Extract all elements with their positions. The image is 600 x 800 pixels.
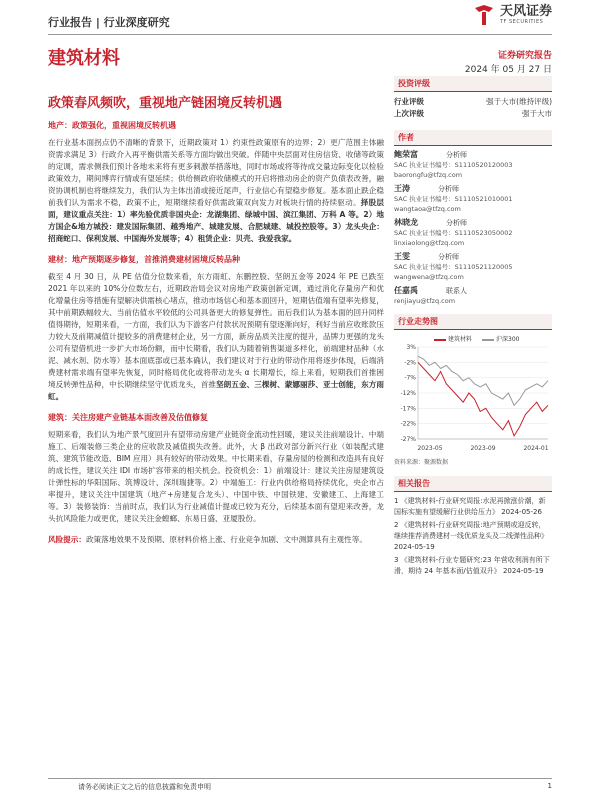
sidebar [394, 76, 552, 579]
author-entry [394, 286, 552, 306]
logo-chinese-name: 天风证券 [499, 4, 552, 19]
header-divider [48, 34, 552, 35]
company-logo [473, 4, 552, 26]
y-tick-label: -22% [400, 420, 416, 428]
author-entry [394, 184, 552, 214]
section-heading: 建材：地产预期逐步修复，首推消费建材困境反转品种 [48, 255, 240, 264]
legend-item [482, 334, 519, 343]
author-email[interactable]: wangwena@tfzq.com [394, 273, 464, 281]
y-tick-label: -7% [404, 374, 416, 382]
previous-rating-value: 强于大市 [522, 109, 552, 118]
report-date: 2024 年 05 月 27 日 [464, 65, 552, 75]
footer-disclaimer: 请务必阅读正文之后的信息披露和免责申明 [78, 783, 211, 791]
rating-value: 强于大市(维持评级) [486, 97, 552, 106]
author-name-row [394, 218, 552, 228]
y-tick-label: -2% [404, 359, 416, 367]
author-name-row [394, 150, 552, 160]
legend-item [434, 334, 472, 343]
section-bold-text: 坚朗五金、三棵树、蒙娜丽莎、亚士创能，东方雨虹。 [48, 380, 385, 401]
section-text: 在行业基本面拐点仍不清晰的背景下，近期政策对 1）约束性政策原有的边界；2）更广范围主体融资需求满足 3）行政介入再平衡供需关系等方面均做出突破。伴随中央层面对住房信贷、收储等政策的定调，需求侧我们预计各地未来将有更多刺激举措落地，同时市场或将等待成交量边际变化以检验政策效力，期间博弈行情或有望延续；供给侧政府收储模式的开启将推动房企的资产负债表改善，融资协调机制也将继续发力，我们认为主体出清或接近尾声，行业信心有望稳步修复。基本面止跌企稳前我们认为需求不稳，政策不止，短期继续看好供需政策双向发力对板块行情的持续驱动。 [48, 138, 384, 207]
rating-heading: 投资评级 [394, 76, 552, 92]
author-email[interactable]: wangtaoa@tfzq.com [394, 205, 461, 213]
author-role: 分析师 [438, 185, 459, 193]
related-report-item[interactable]: 3 《建筑材料-行业专题研究:23 年营收利润有所下滑，期待 24 年基本面/估值双升》 2024-05-19 [394, 556, 550, 575]
previous-rating-label: 上次评级 [394, 109, 424, 118]
author-name-row [394, 184, 552, 194]
author-role: 分析师 [446, 219, 467, 227]
risk-text: 政策落地效果不及预期、原材料价格上涨、行业竞争加剧、文中测算具有主观性等。 [85, 535, 367, 544]
rating-label: 行业评级 [394, 97, 424, 106]
authors-list [394, 150, 552, 306]
chart-heading: 行业走势图 [394, 314, 552, 330]
author-name: 鲍荣富 [394, 150, 418, 159]
industry-trend-chart [394, 314, 552, 466]
section-heading: 建筑：关注房建产业链基本面改善及估值修复 [48, 413, 208, 422]
industry-name: 建筑材料 [48, 48, 120, 69]
section-paragraph [48, 137, 384, 245]
logo-icon [473, 4, 495, 26]
series-line-1 [418, 362, 548, 436]
legend-label: 建筑材料 [448, 336, 473, 343]
x-tick-label: 2024-01 [523, 445, 549, 452]
chart-source: 资料来源：聚源数据 [394, 459, 449, 466]
author-name: 任嘉禹 [394, 286, 418, 295]
risk-paragraph [48, 534, 384, 546]
author-email[interactable]: renjiayu@tfzq.com [394, 297, 456, 305]
author-name: 王雯 [394, 252, 410, 261]
section-bold-text: 择股层面，建议重点关注：1）率先验优质非国央企：龙湖集团、绿城中国、滨江集团、万科 A 等。2）地方国企&地方城投：建发国际集团、越秀地产、城建发展、合肥城建、城投控股等。3）龙头央企：招商蛇口、保利发展、中国海外发展等；4）租赁企业：贝壳、我爱我家。 [48, 198, 384, 243]
risk-label: 风险提示： [48, 535, 86, 544]
section-paragraph [48, 429, 384, 525]
author-role: 分析师 [446, 151, 467, 159]
y-tick-label: -27% [400, 436, 416, 443]
report-type: 证券研究报告 [497, 51, 552, 61]
author-certificate: SAC 执业证书编号：S1110520120003 [394, 161, 513, 169]
series-line-2 [418, 356, 548, 405]
author-email[interactable]: baorongfu@tfzq.com [394, 171, 463, 179]
related-report-item[interactable]: 1 《建筑材料-行业研究周报:水泥再掀涨价潮，新国标实施有望缓解行业供给压力》 2024-05-26 [394, 497, 546, 516]
section-text: 截至 4 月 30 日，从 PE 估值分位数来看，东方雨虹、东鹏控股、坚朗五金等 2024 年 PE 已跌至 2021 年以来的 10%分位数左右，近期政治局会议对房地产政策创新定调，通过消化存量房产和优化增量住房等措施有望解决供需核心堵点，推动市场信心和基本面回升，短期估值端有望率先修复，其中前期跌幅较大、当前估值水平较低的公司具备更大的修复弹性。而后我们认为基本面的回升同样值得期待，短期来看，一方面，我们认为下游客户付款状况预期有望逐渐向好，利好当前应收账款压力较大及前期减值计提较多的消费建材企业，另一方面，新房品质关注度的提升，品牌力更强的龙头公司有望借机进一步扩大市场份额，而中长期看，我们认为随着销售渠道多样化，前端建材品种（水泥、减水剂、防水等）基本面底部或已基本确认，我们建议对于行业的带动作用将逐步体现，后端消费建材需求端有望率先恢复，同时格局优化或将带动龙头 α 长期增长，综上来看，短期我们首推困境反转弹性品种，中长期继续坚守优质龙头，首推 [48, 272, 384, 389]
report-title: 政策春风频吹，重视地产链困境反转机遇 [48, 96, 283, 111]
author-name: 王涛 [394, 184, 410, 193]
x-tick-label: 2023-09 [470, 445, 496, 452]
line-chart [394, 343, 552, 453]
related-heading: 相关报告 [394, 476, 552, 492]
author-entry [394, 150, 552, 180]
author-certificate: SAC 执业证书编号：S1110523050002 [394, 229, 513, 237]
author-email[interactable]: linxiaolong@tfzq.com [394, 239, 465, 247]
logo-english-name: TF SECURITIES [499, 19, 544, 25]
x-tick-label: 2023-05 [417, 445, 443, 452]
previous-rating-row [394, 108, 552, 120]
y-tick-label: -17% [400, 405, 416, 413]
section-paragraph [48, 271, 384, 403]
author-certificate: SAC 执业证书编号：S1110521010001 [394, 195, 513, 203]
author-name-row [394, 286, 552, 296]
main-content [48, 120, 384, 555]
section-text: 短期来看，我们认为地产景气度回升有望带动房建产业链资金流动性回暖，建议关注前端设计、中端施工、后端装修三类企业的应收款及减值损失改善。此外，大 β 出政对部分新兴行业（如装配式建筑、建筑节能改造、BIM 应用）具有较好的带动效果。中长期来看，存量房屋的检测和改造具有良好的成长性，建议关注 IDI 市场扩容带来的相关机会。投资机会：1）前端设计：建议关注房屋建筑设计弹性标的华阳国际、筑博设计、深圳瑞捷等。2）中端施工：行业内供给格局持续优化，央企市占率提升，建议关注中国建筑（地产+房建复合龙头）、中国中铁、中国铁建、安徽建工、上海建工等。3）装修装饰：当前时点，我们认为行业减值计提或已较为充分，后续基本面有望迎来改善，龙头抗风险能力或更优，建议关注金螳螂、东易日盛、亚厦股份。 [48, 430, 384, 523]
author-entry [394, 218, 552, 248]
footer [48, 778, 552, 792]
chart-legend [434, 334, 552, 343]
rating-row [394, 96, 552, 108]
y-tick-label: -12% [400, 390, 416, 397]
author-name: 林晓龙 [394, 218, 418, 227]
author-name-row [394, 252, 552, 262]
y-tick-label: 3% [406, 344, 416, 351]
author-entry [394, 252, 552, 282]
author-role: 分析师 [438, 253, 459, 261]
section-heading: 地产：政策强化，重视困境反转机遇 [48, 121, 176, 130]
related-report-item[interactable]: 2 《建筑材料-行业研究周报:地产预期或迎反转，继续推荐消费建材一线优质龙头及二线弹性品种》 2024-05-19 [394, 521, 548, 551]
author-role: 联系人 [446, 287, 467, 295]
legend-label: 沪深300 [496, 336, 520, 343]
author-certificate: SAC 执业证书编号：S1110521120005 [394, 263, 513, 271]
authors-heading: 作者 [394, 130, 552, 146]
page-number: 1 [547, 782, 552, 790]
breadcrumb: 行业报告 | 行业深度研究 [48, 16, 170, 29]
